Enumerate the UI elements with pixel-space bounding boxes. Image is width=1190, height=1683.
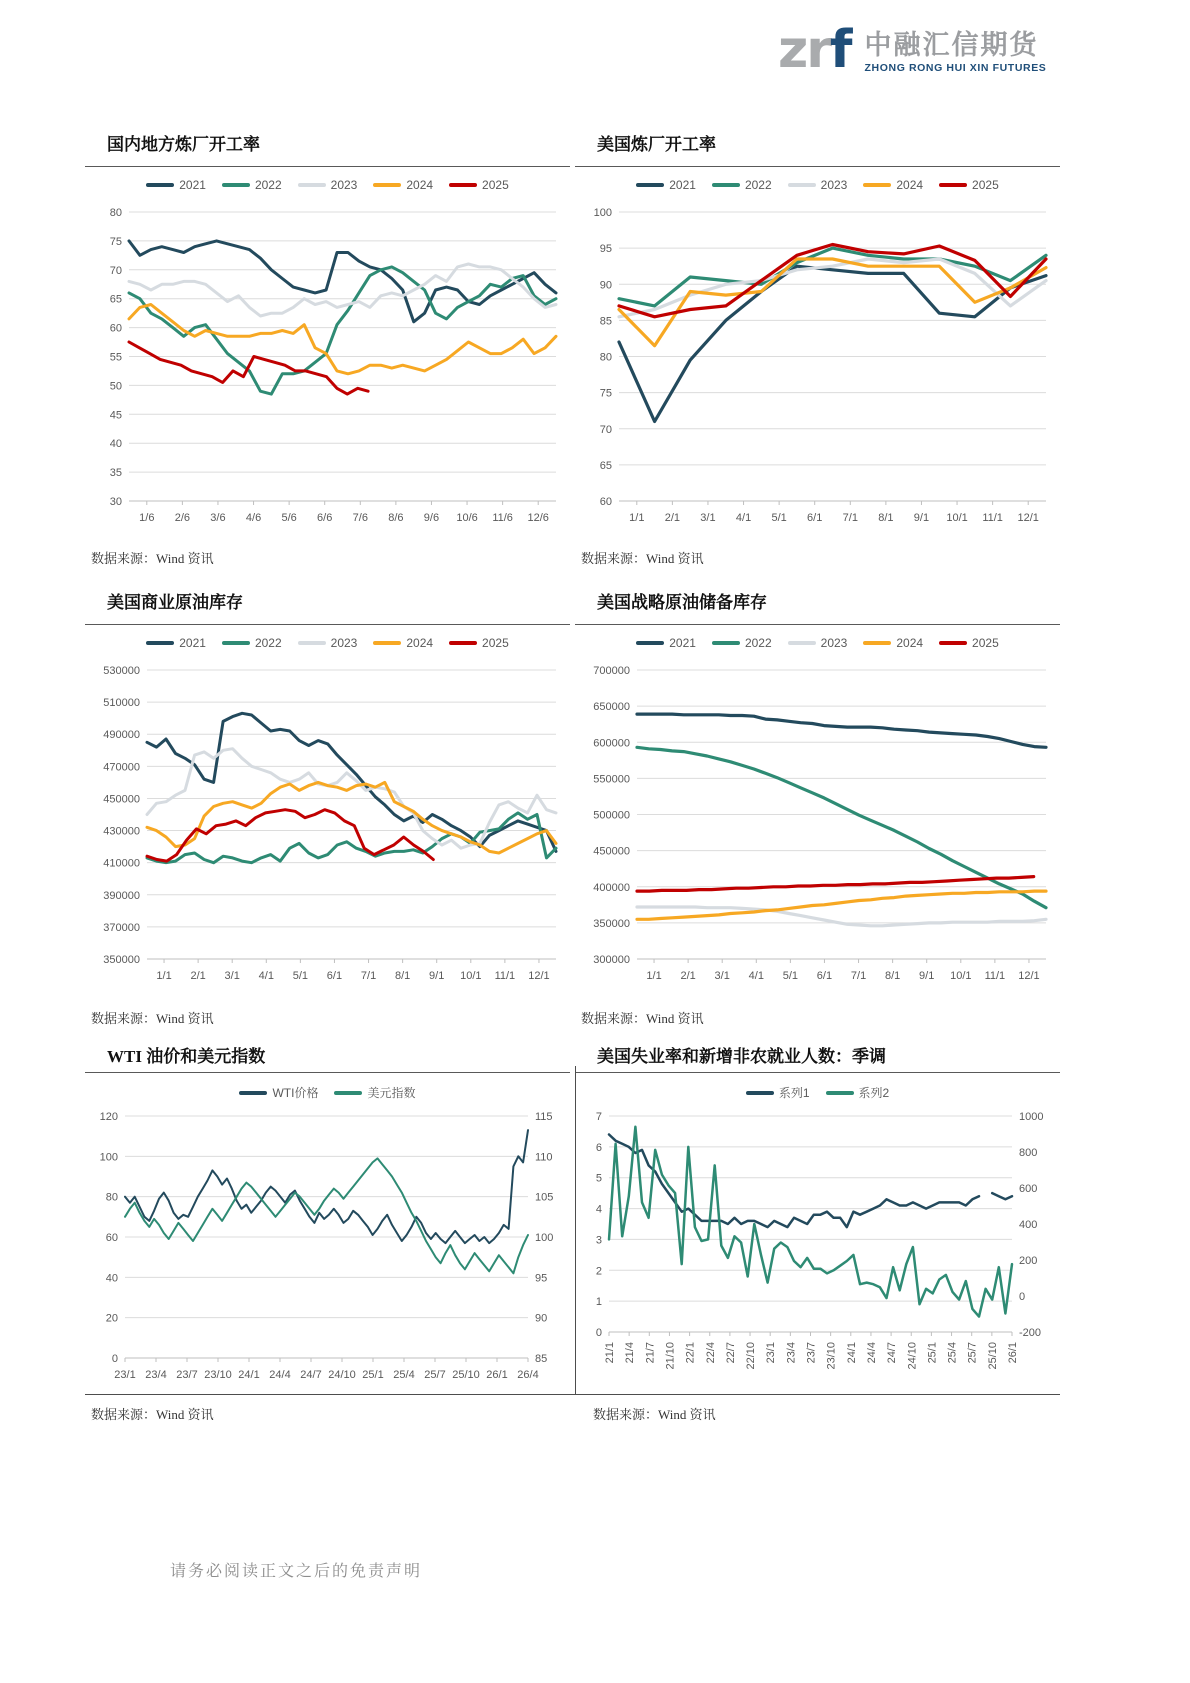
svg-text:3/1: 3/1 (714, 970, 730, 982)
svg-text:10/1: 10/1 (946, 512, 968, 524)
legend-label: 2024 (896, 178, 924, 192)
legend-item (334, 1084, 415, 1101)
logo-zr-text: zr (778, 20, 830, 80)
svg-text:21/4: 21/4 (624, 1342, 637, 1364)
svg-text:430000: 430000 (103, 825, 140, 838)
legend-swatch (239, 1091, 267, 1095)
svg-text:1/1: 1/1 (646, 970, 662, 982)
title-rule (575, 624, 1060, 625)
chart-block-us-commercial-crude-stocks (85, 578, 570, 1032)
chart-title: 美国失业率和新增非农就业人数：季调 (597, 1047, 886, 1066)
legend-label: 2022 (254, 178, 282, 192)
svg-text:7/6: 7/6 (352, 512, 368, 524)
legend-item (146, 636, 206, 650)
svg-text:8/1: 8/1 (878, 512, 894, 524)
legend-label: 2022 (744, 636, 772, 650)
svg-text:40: 40 (109, 438, 122, 451)
legend-item (939, 636, 999, 650)
svg-text:24/4: 24/4 (269, 1369, 291, 1381)
svg-text:7/1: 7/1 (850, 970, 867, 982)
legend-item (939, 178, 999, 192)
legend-swatch (449, 183, 477, 187)
svg-text:2/1: 2/1 (664, 512, 681, 524)
svg-text:90: 90 (599, 279, 612, 292)
legend-label: 2025 (482, 636, 509, 650)
svg-text:85: 85 (535, 1353, 548, 1365)
svg-text:410000: 410000 (103, 857, 140, 870)
legend-item (373, 178, 433, 192)
legend-item (222, 178, 282, 192)
legend-swatch (939, 183, 967, 187)
svg-text:11/1: 11/1 (984, 970, 1006, 982)
svg-text:3: 3 (595, 1234, 602, 1247)
data-source: 数据来源：Wind 资讯 (581, 1011, 704, 1026)
logo-f-text: f (829, 20, 851, 80)
svg-text:22/7: 22/7 (724, 1342, 737, 1364)
svg-text:55: 55 (109, 351, 122, 364)
chart-legend (85, 1084, 570, 1101)
svg-text:25/1: 25/1 (926, 1342, 939, 1364)
svg-text:25/4: 25/4 (393, 1369, 415, 1381)
svg-text:0: 0 (595, 1327, 602, 1339)
title-rule (85, 624, 570, 625)
svg-text:650000: 650000 (593, 701, 630, 714)
svg-text:70: 70 (109, 264, 122, 277)
svg-text:35: 35 (109, 467, 122, 480)
legend-swatch (373, 183, 401, 187)
svg-text:23/4: 23/4 (785, 1342, 798, 1364)
legend-label: 2023 (330, 636, 358, 650)
svg-text:6/1: 6/1 (816, 970, 833, 982)
chart-legend (85, 178, 570, 192)
chart-block-wti-and-dollar-index (85, 1032, 570, 1432)
svg-text:7/1: 7/1 (842, 512, 858, 524)
svg-text:9/1: 9/1 (913, 512, 930, 524)
data-source: 数据来源：Wind 资讯 (91, 551, 214, 566)
legend-label: WTI价格 (272, 1086, 319, 1100)
svg-text:24/10: 24/10 (906, 1342, 919, 1370)
svg-text:5/1: 5/1 (782, 970, 799, 982)
svg-text:75: 75 (599, 387, 612, 400)
svg-text:65: 65 (599, 459, 612, 472)
svg-text:1/6: 1/6 (139, 512, 155, 524)
svg-text:9/1: 9/1 (429, 970, 445, 982)
svg-text:115: 115 (535, 1111, 553, 1123)
svg-text:60: 60 (109, 322, 122, 335)
legend-item (863, 178, 923, 192)
svg-text:600000: 600000 (593, 737, 630, 750)
logo-names (865, 30, 1047, 74)
svg-text:1/1: 1/1 (156, 970, 172, 982)
svg-text:7/1: 7/1 (360, 970, 377, 982)
svg-text:60: 60 (105, 1232, 118, 1244)
chart-canvas (575, 1106, 1060, 1396)
data-source: 数据来源：Wind 资讯 (593, 1407, 716, 1422)
chart-block-us-unemployment-nonfarm (575, 1032, 1060, 1432)
svg-text:4/6: 4/6 (245, 512, 262, 524)
svg-text:80: 80 (109, 207, 122, 219)
svg-text:45: 45 (109, 409, 122, 422)
svg-text:10/1: 10/1 (950, 970, 972, 982)
footer-disclaimer: 请务必阅读正文之后的免责声明 (170, 1563, 423, 1580)
chart-block-us-spr-stocks (575, 578, 1060, 1032)
svg-text:22/4: 22/4 (704, 1342, 717, 1364)
svg-text:7: 7 (595, 1111, 602, 1123)
svg-text:4/1: 4/1 (748, 970, 764, 982)
chart-legend (575, 636, 1060, 650)
svg-text:8/1: 8/1 (394, 970, 411, 982)
chart-canvas (85, 198, 570, 543)
svg-text:4: 4 (595, 1203, 602, 1216)
title-rule (575, 1072, 1060, 1073)
svg-text:24/1: 24/1 (238, 1369, 260, 1381)
svg-text:85: 85 (599, 315, 612, 328)
legend-swatch (939, 641, 967, 645)
legend-item (863, 636, 923, 650)
chart-title: 美国战略原油储备库存 (597, 593, 767, 612)
bottom-rule (85, 1394, 1060, 1395)
svg-text:1: 1 (595, 1296, 602, 1309)
svg-text:24/7: 24/7 (886, 1342, 899, 1364)
svg-text:800: 800 (1019, 1147, 1038, 1159)
legend-swatch (636, 183, 664, 187)
legend-swatch (298, 183, 326, 187)
svg-text:11/6: 11/6 (492, 512, 513, 524)
svg-text:2: 2 (595, 1265, 602, 1278)
legend-swatch (334, 1091, 362, 1095)
svg-text:120: 120 (99, 1111, 118, 1123)
svg-text:90: 90 (535, 1312, 548, 1325)
legend-swatch (863, 183, 891, 187)
svg-text:23/7: 23/7 (805, 1342, 818, 1364)
title-rule (85, 1072, 570, 1073)
svg-text:25/7: 25/7 (966, 1342, 979, 1364)
svg-text:5/1: 5/1 (292, 970, 309, 982)
svg-text:6/1: 6/1 (326, 970, 343, 982)
svg-text:5/1: 5/1 (771, 512, 787, 524)
legend-swatch (788, 183, 816, 187)
legend-item (788, 178, 848, 192)
svg-text:25/4: 25/4 (946, 1342, 959, 1364)
legend-label: 2021 (669, 178, 696, 192)
svg-text:3/1: 3/1 (700, 512, 716, 524)
svg-text:500000: 500000 (593, 809, 630, 822)
svg-text:23/1: 23/1 (765, 1342, 778, 1364)
svg-text:5: 5 (595, 1172, 602, 1185)
legend-swatch (826, 1091, 854, 1095)
company-logo (778, 22, 1046, 78)
legend-item (222, 636, 282, 650)
svg-text:600: 600 (1019, 1183, 1038, 1195)
company-name-cn: 中融汇信期货 (864, 30, 1039, 60)
legend-label: 2025 (972, 178, 999, 192)
legend-label: 2021 (179, 636, 206, 650)
svg-text:24/10: 24/10 (328, 1369, 356, 1381)
svg-text:23/10: 23/10 (204, 1369, 232, 1381)
svg-text:3/6: 3/6 (210, 512, 226, 524)
company-name-en: ZHONG RONG HUI XIN FUTURES (864, 62, 1047, 74)
chart-legend (575, 1084, 1060, 1101)
svg-text:12/1: 12/1 (528, 970, 550, 982)
svg-text:80: 80 (599, 351, 612, 364)
svg-text:23/10: 23/10 (825, 1342, 838, 1370)
legend-swatch (712, 641, 740, 645)
legend-item (636, 178, 696, 192)
column-divider (575, 1066, 576, 1394)
svg-text:70: 70 (599, 423, 612, 436)
chart-title: WTI 油价和美元指数 (107, 1047, 266, 1066)
legend-label: 美元指数 (367, 1086, 416, 1100)
svg-text:25/7: 25/7 (424, 1369, 446, 1381)
svg-text:450000: 450000 (103, 793, 140, 806)
svg-text:23/4: 23/4 (145, 1369, 167, 1381)
svg-text:26/4: 26/4 (517, 1369, 539, 1381)
chart-block-us-refinery-run-rate (575, 120, 1060, 578)
svg-text:75: 75 (109, 235, 122, 248)
svg-text:12/1: 12/1 (1018, 970, 1040, 982)
legend-item (373, 636, 433, 650)
svg-text:1000: 1000 (1019, 1111, 1044, 1123)
legend-label: 2021 (179, 178, 206, 192)
svg-text:300000: 300000 (593, 954, 630, 966)
svg-text:350000: 350000 (103, 954, 140, 966)
chart-canvas (575, 656, 1060, 1001)
svg-text:60: 60 (599, 496, 612, 508)
legend-label: 2025 (972, 636, 999, 650)
svg-text:10/6: 10/6 (456, 512, 478, 524)
svg-text:100: 100 (593, 207, 612, 219)
svg-text:8/6: 8/6 (388, 512, 404, 524)
legend-label: 2022 (254, 636, 282, 650)
svg-text:26/1: 26/1 (486, 1369, 508, 1381)
legend-swatch (712, 183, 740, 187)
legend-item (298, 636, 358, 650)
svg-text:3/1: 3/1 (224, 970, 240, 982)
svg-text:20: 20 (105, 1312, 118, 1325)
legend-item (449, 636, 509, 650)
title-rule (575, 166, 1060, 167)
legend-swatch (746, 1091, 774, 1095)
svg-text:12/1: 12/1 (1017, 512, 1039, 524)
svg-text:4/1: 4/1 (258, 970, 274, 982)
svg-text:100: 100 (535, 1232, 554, 1244)
legend-swatch (863, 641, 891, 645)
svg-text:24/4: 24/4 (865, 1342, 878, 1364)
legend-label: 2025 (482, 178, 509, 192)
svg-text:370000: 370000 (103, 921, 140, 934)
svg-text:50: 50 (109, 380, 122, 393)
svg-text:10/1: 10/1 (460, 970, 482, 982)
svg-text:11/1: 11/1 (982, 512, 1003, 524)
chart-canvas (85, 656, 570, 1001)
svg-text:2/6: 2/6 (174, 512, 191, 524)
legend-label: 系列1 (778, 1086, 810, 1100)
svg-text:25/10: 25/10 (452, 1369, 480, 1381)
legend-label: 2022 (744, 178, 772, 192)
svg-text:490000: 490000 (103, 729, 140, 742)
svg-text:65: 65 (109, 293, 122, 306)
legend-label: 2021 (669, 636, 696, 650)
data-source: 数据来源：Wind 资讯 (581, 551, 704, 566)
legend-item (449, 178, 509, 192)
legend-swatch (788, 641, 816, 645)
chart-title: 国内地方炼厂开工率 (107, 135, 260, 154)
legend-item (636, 636, 696, 650)
legend-item (712, 636, 772, 650)
svg-text:1/1: 1/1 (629, 512, 645, 524)
svg-text:350000: 350000 (593, 917, 630, 930)
svg-text:25/10: 25/10 (986, 1342, 999, 1370)
legend-label: 2023 (330, 178, 358, 192)
chart-canvas (575, 198, 1060, 543)
svg-text:0: 0 (1019, 1291, 1026, 1303)
svg-text:23/1: 23/1 (114, 1369, 136, 1381)
svg-text:23/7: 23/7 (176, 1369, 198, 1381)
legend-item (239, 1084, 318, 1101)
legend-item (712, 178, 772, 192)
legend-label: 系列2 (858, 1086, 890, 1100)
legend-swatch (222, 183, 250, 187)
svg-text:390000: 390000 (103, 889, 140, 902)
svg-text:40: 40 (105, 1272, 118, 1285)
svg-text:510000: 510000 (103, 697, 140, 710)
svg-text:6/6: 6/6 (317, 512, 333, 524)
svg-text:24/1: 24/1 (845, 1342, 858, 1364)
legend-label: 2024 (406, 636, 434, 650)
legend-item (746, 1084, 810, 1101)
svg-text:400: 400 (1019, 1219, 1038, 1231)
svg-text:22/1: 22/1 (684, 1342, 697, 1364)
svg-text:22/10: 22/10 (745, 1342, 758, 1370)
data-source: 数据来源：Wind 资讯 (91, 1011, 214, 1026)
svg-text:24/7: 24/7 (300, 1369, 322, 1381)
svg-text:100: 100 (99, 1151, 118, 1164)
svg-text:4/1: 4/1 (735, 512, 752, 524)
svg-text:470000: 470000 (103, 761, 140, 774)
svg-text:12/6: 12/6 (527, 512, 549, 524)
chart-title: 美国炼厂开工率 (597, 135, 716, 154)
legend-item (788, 636, 848, 650)
svg-text:2/1: 2/1 (680, 970, 696, 982)
legend-swatch (298, 641, 326, 645)
legend-label: 2023 (820, 178, 848, 192)
legend-swatch (636, 641, 664, 645)
svg-text:26/1: 26/1 (1007, 1342, 1019, 1364)
legend-item (826, 1084, 890, 1101)
title-rule (85, 166, 570, 167)
svg-text:21/1: 21/1 (604, 1342, 616, 1364)
svg-text:400000: 400000 (593, 881, 630, 894)
svg-text:25/1: 25/1 (362, 1369, 384, 1381)
svg-text:9/1: 9/1 (919, 970, 935, 982)
chart-legend (85, 636, 570, 650)
legend-item (298, 178, 358, 192)
svg-text:700000: 700000 (593, 665, 630, 677)
svg-text:30: 30 (109, 496, 122, 508)
legend-label: 2024 (896, 636, 924, 650)
svg-text:21/10: 21/10 (664, 1342, 677, 1370)
chart-canvas (85, 1106, 570, 1396)
svg-text:21/7: 21/7 (644, 1342, 657, 1364)
legend-swatch (146, 641, 174, 645)
svg-text:110: 110 (535, 1151, 553, 1164)
svg-text:-200: -200 (1019, 1327, 1042, 1339)
svg-text:80: 80 (105, 1191, 118, 1204)
svg-text:6: 6 (595, 1141, 602, 1154)
svg-text:2/1: 2/1 (190, 970, 206, 982)
legend-swatch (373, 641, 401, 645)
legend-label: 2024 (406, 178, 434, 192)
logo-zrf-mark (778, 22, 851, 78)
svg-text:8/1: 8/1 (884, 970, 901, 982)
legend-swatch (222, 641, 250, 645)
legend-swatch (146, 183, 174, 187)
svg-text:95: 95 (535, 1272, 548, 1285)
legend-label: 2023 (820, 636, 848, 650)
svg-text:95: 95 (599, 243, 612, 256)
svg-text:530000: 530000 (103, 665, 140, 677)
chart-block-domestic-refinery-run-rate (85, 120, 570, 578)
svg-text:6/1: 6/1 (807, 512, 823, 524)
svg-text:0: 0 (111, 1353, 118, 1365)
svg-text:105: 105 (535, 1191, 554, 1204)
svg-text:200: 200 (1019, 1255, 1038, 1267)
legend-swatch (449, 641, 477, 645)
svg-text:9/6: 9/6 (423, 512, 440, 524)
svg-text:5/6: 5/6 (281, 512, 297, 524)
svg-text:11/1: 11/1 (494, 970, 516, 982)
svg-text:550000: 550000 (593, 773, 630, 786)
chart-title: 美国商业原油库存 (107, 593, 243, 612)
data-source: 数据来源：Wind 资讯 (91, 1407, 214, 1422)
svg-text:450000: 450000 (593, 845, 630, 858)
legend-item (146, 178, 206, 192)
chart-legend (575, 178, 1060, 192)
